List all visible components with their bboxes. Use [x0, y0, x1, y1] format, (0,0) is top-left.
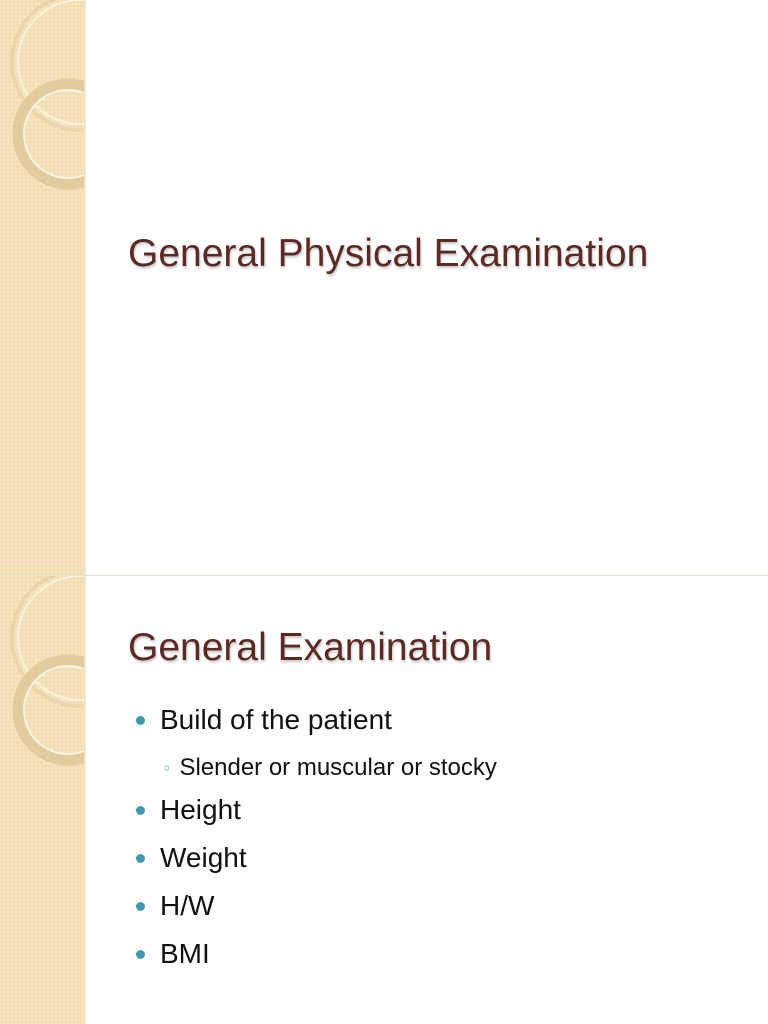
- bullet-dot-icon: [136, 902, 145, 911]
- bullet-text: BMI: [160, 938, 210, 969]
- bullet-dot-icon: [136, 806, 145, 815]
- sub-bullet-text: Slender or muscular or stocky: [179, 754, 497, 781]
- bullet-text: Build of the patient: [160, 704, 392, 735]
- bullet-dot-icon: [136, 854, 145, 863]
- list-item: [136, 938, 210, 970]
- sub-bullet-circle-icon: ◦: [162, 758, 172, 778]
- bullet-dot-icon: [136, 950, 145, 959]
- list-item: [136, 890, 214, 922]
- sidebar-panel: [0, 576, 86, 1024]
- list-item: [136, 842, 247, 874]
- bullet-text: H/W: [160, 890, 215, 921]
- slide-title: General Examination: [128, 626, 493, 669]
- sub-list-item: [162, 754, 497, 782]
- slide-2: [0, 576, 768, 1024]
- bullet-text: Height: [160, 794, 241, 825]
- ring-decoration-icon: [0, 0, 84, 200]
- sidebar-panel: [0, 0, 86, 575]
- bullet-text: Weight: [160, 842, 247, 873]
- slide-title: General Physical Examination: [128, 232, 649, 275]
- list-item: [136, 704, 392, 736]
- ring-decoration-icon: [0, 576, 84, 776]
- bullet-dot-icon: [136, 716, 145, 725]
- list-item: [136, 794, 241, 826]
